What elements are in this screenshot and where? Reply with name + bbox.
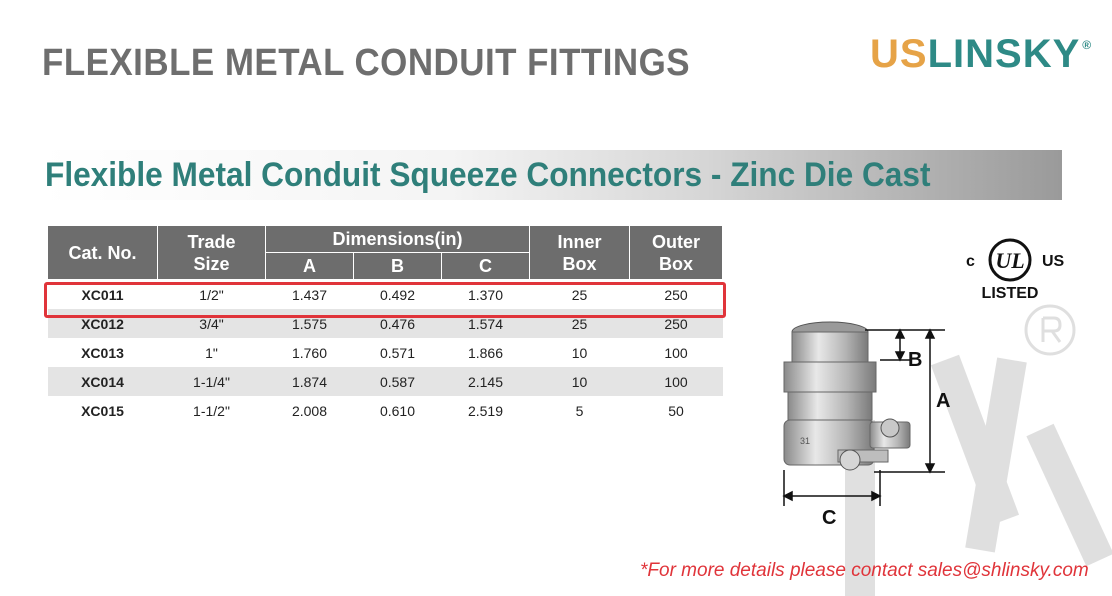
cell-cat-no: XC014 — [48, 367, 158, 396]
highlighted-row-outline — [44, 282, 726, 318]
ul-letters: UL — [995, 248, 1025, 273]
contact-note: *For more details please contact sales@shlinsky.com — [640, 560, 1089, 581]
table-row — [48, 396, 723, 425]
cell-dim-a: 2.008 — [266, 396, 354, 425]
cell-inner-box: 10 — [530, 367, 630, 396]
header-dim-c: C — [442, 253, 530, 280]
section-subtitle: Flexible Metal Conduit Squeeze Connectors - Zinc Die Cast — [45, 156, 931, 194]
brand-logo-us: US — [870, 32, 928, 76]
connector-body — [784, 322, 910, 470]
registered-mark: ® — [1082, 38, 1093, 52]
cell-trade-size: 1/2" — [158, 280, 266, 310]
cell-inner-box: 25 — [530, 309, 630, 338]
header-dim-b: B — [354, 253, 442, 280]
cell-dim-b: 0.571 — [354, 338, 442, 367]
header-inner-box: Inner Box — [530, 226, 630, 280]
ul-us-label: US — [1042, 253, 1065, 270]
dimension-label-a: A — [936, 390, 951, 412]
cell-inner-box: 25 — [530, 280, 630, 310]
cell-outer-box: 50 — [630, 396, 723, 425]
cell-dim-c: 2.519 — [442, 396, 530, 425]
brand-logo — [870, 32, 1092, 77]
cell-dim-c: 1.370 — [442, 280, 530, 310]
cell-dim-a: 1.575 — [266, 309, 354, 338]
connector-product-diagram — [770, 310, 970, 550]
ul-listed-label: LISTED — [981, 285, 1039, 302]
dimension-label-b: B — [908, 349, 923, 371]
brand-logo-rest: LINSKY — [927, 32, 1081, 76]
cell-trade-size: 1-1/2" — [158, 396, 266, 425]
cell-outer-box: 250 — [630, 280, 723, 310]
cell-inner-box: 5 — [530, 396, 630, 425]
header-trade-size: Trade Size — [158, 226, 266, 280]
cell-dim-c: 1.866 — [442, 338, 530, 367]
cell-trade-size: 1" — [158, 338, 266, 367]
page-title: FLEXIBLE METAL CONDUIT FITTINGS — [42, 42, 691, 84]
spec-table — [47, 225, 723, 425]
cell-dim-b: 0.476 — [354, 309, 442, 338]
table-row — [48, 338, 723, 367]
cell-cat-no: XC012 — [48, 309, 158, 338]
cell-dim-b: 0.587 — [354, 367, 442, 396]
table-row — [48, 367, 723, 396]
cell-cat-no: XC011 — [48, 280, 158, 310]
dimension-label-c: C — [822, 507, 837, 529]
cell-dim-a: 1.874 — [266, 367, 354, 396]
cell-dim-b: 0.610 — [354, 396, 442, 425]
ul-listed-mark — [960, 222, 1070, 302]
cell-inner-box: 10 — [530, 338, 630, 367]
header-dim-a: A — [266, 253, 354, 280]
cell-outer-box: 100 — [630, 338, 723, 367]
header-cat-no: Cat. No. — [48, 226, 158, 280]
cell-outer-box: 100 — [630, 367, 723, 396]
cell-dim-c: 1.574 — [442, 309, 530, 338]
part-number-mark: 31 — [800, 436, 811, 446]
cell-trade-size: 3/4" — [158, 309, 266, 338]
header-outer-box: Outer Box — [630, 226, 723, 280]
cell-dim-a: 1.437 — [266, 280, 354, 310]
cell-outer-box: 250 — [630, 309, 723, 338]
cell-dim-a: 1.760 — [266, 338, 354, 367]
ul-c-label: c — [966, 253, 975, 270]
cell-dim-b: 0.492 — [354, 280, 442, 310]
cell-cat-no: XC013 — [48, 338, 158, 367]
cell-dim-c: 2.145 — [442, 367, 530, 396]
header-dimensions: Dimensions(in) — [266, 226, 530, 253]
cell-cat-no: XC015 — [48, 396, 158, 425]
cell-trade-size: 1-1/4" — [158, 367, 266, 396]
